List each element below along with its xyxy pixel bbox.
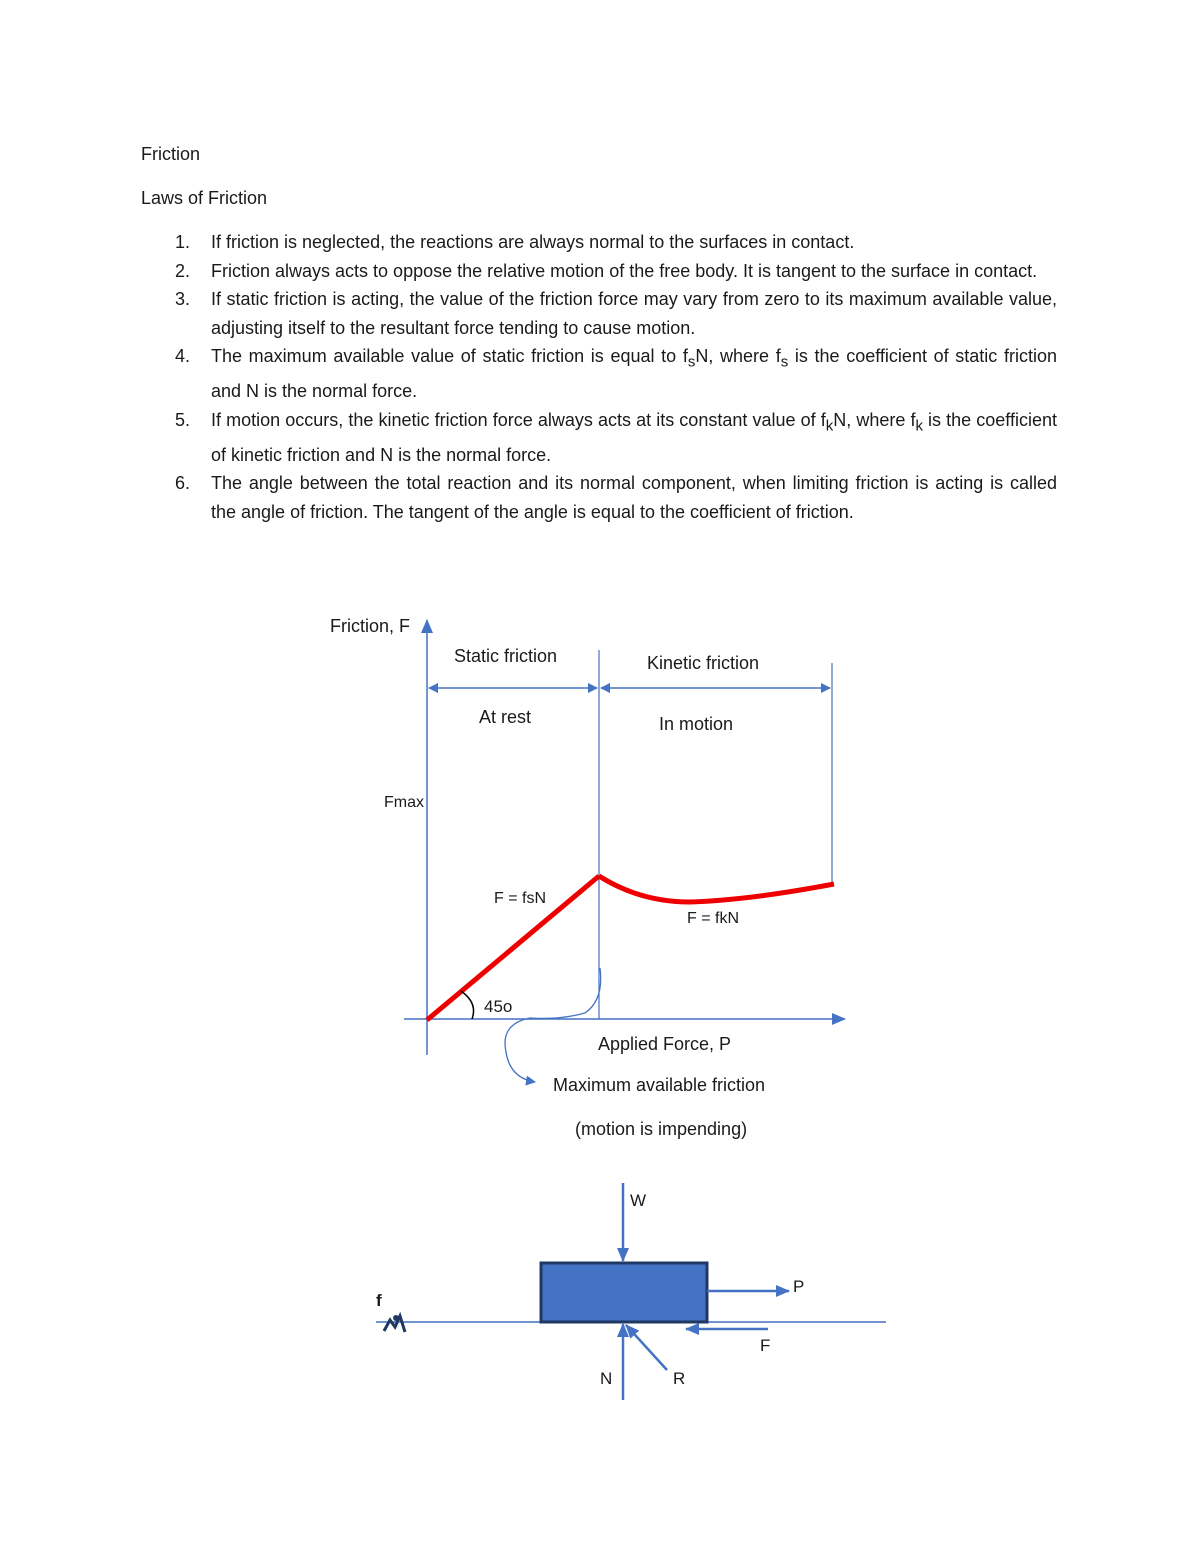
list-item: 1. If friction is neglected, the reactions are always normal to the surfaces in contact. xyxy=(175,232,855,252)
fmax-label: Fmax xyxy=(384,794,424,811)
kinetic-friction-label: Kinetic friction xyxy=(647,653,760,673)
f-label: F xyxy=(760,1336,771,1355)
list-item: 5. If motion occurs, the kinetic friction force always acts at its constant value of $f_kN$, where $f_k$ is the coefficient of kinetic friction and N is the normal force. xyxy=(175,409,1058,465)
max-friction-label: Maximum available friction xyxy=(553,1075,766,1095)
static-equation: F = fsN xyxy=(494,890,547,907)
r-label: R xyxy=(673,1369,686,1388)
at-rest-label: At rest xyxy=(479,707,532,727)
f-left-label: f xyxy=(376,1291,382,1310)
impending-label: (motion is impending) xyxy=(575,1119,748,1139)
r-arrow xyxy=(626,1325,667,1370)
p-label: P xyxy=(793,1277,805,1296)
kinetic-equation: F = fkN xyxy=(687,910,740,927)
x-axis-label: Applied Force, P xyxy=(598,1034,732,1054)
block xyxy=(541,1263,707,1322)
w-label: W xyxy=(630,1191,647,1210)
kinetic-friction-curve xyxy=(599,876,834,902)
page-title: Friction xyxy=(141,144,201,164)
max-friction-pointer xyxy=(505,968,601,1082)
n-label: N xyxy=(600,1369,613,1388)
list-item: 4. The maximum available value of static friction is equal to $f_sN$, where $f_s$ is the coefficient of static friction and N is the normal force. xyxy=(175,346,1057,402)
section-heading: Laws of Friction xyxy=(141,188,268,208)
list-item: 2. Friction always acts to oppose the relative motion of the free body. It is tangent to the surface in contact. xyxy=(175,260,1038,281)
in-motion-label: In motion xyxy=(659,714,734,734)
angle-arc xyxy=(461,991,474,1019)
angle-label: 45o xyxy=(484,997,513,1016)
list-item: 3. If static friction is acting, the value of the friction force may vary from zero to its maximum available value, adjusting itself to the resultant force tending to cause motion. xyxy=(175,289,1057,338)
friction-symbol-icon xyxy=(384,1315,405,1332)
y-axis-label: Friction, F xyxy=(330,616,411,636)
list-item: 6. The angle between the total reaction and its normal component, when limiting friction is acting is called the angle of friction. The tangent of the angle is equal to the coefficient of friction. xyxy=(175,473,1057,522)
static-friction-label: Static friction xyxy=(454,646,558,666)
